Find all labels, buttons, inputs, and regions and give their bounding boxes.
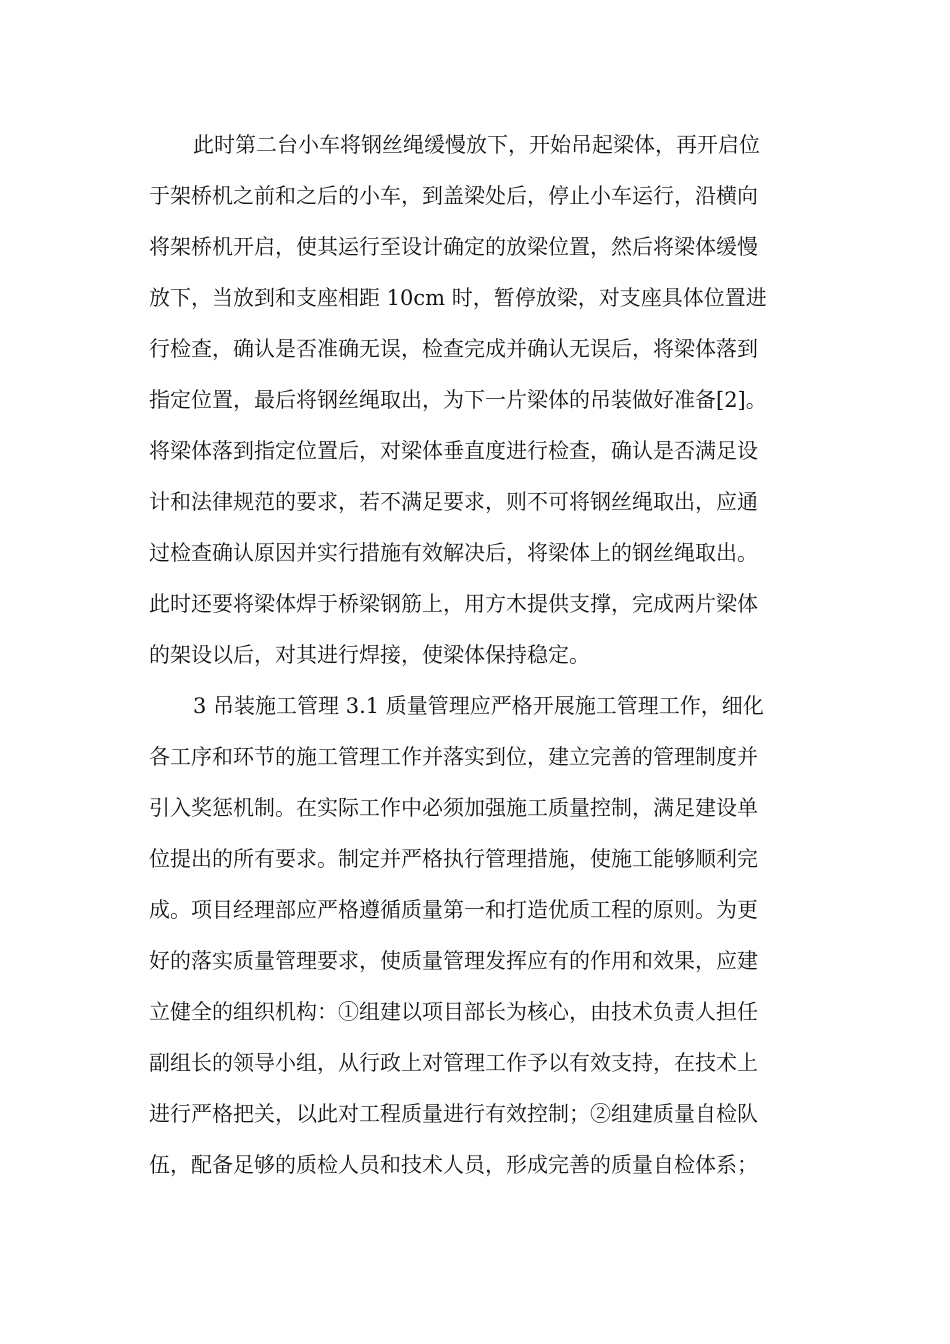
- paragraph-2-line-5: 成。项目经理部应严格遵循质量第一和打造优质工程的原则。为更: [149, 898, 758, 922]
- paragraph-1-line-1: 此时第二台小车将钢丝绳缓慢放下，开始吊起梁体，再开启位: [193, 133, 760, 157]
- body-text: [149, 120, 809, 1191]
- paragraph-1-line-5: 行检查，确认是否准确无误，检查完成并确认无误后，将梁体落到: [149, 337, 758, 361]
- paragraph-1-line-7: 将梁体落到指定位置后，对梁体垂直度进行检查，确认是否满足设: [149, 439, 758, 463]
- paragraph-1-line-10: 此时还要将梁体焊于桥梁钢筋上，用方木提供支撑，完成两片梁体: [149, 592, 758, 616]
- paragraph-2-line-3: 引入奖惩机制。在实际工作中必须加强施工质量控制，满足建设单: [149, 796, 758, 820]
- paragraph-1-line-9: 过检查确认原因并实行措施有效解决后，将梁体上的钢丝绳取出。: [149, 541, 758, 565]
- paragraph-1-line-4: 放下，当放到和支座相距 10cm 时，暂停放梁，对支座具体位置进: [149, 286, 767, 310]
- paragraph-1-line-2: 于架桥机之前和之后的小车，到盖梁处后，停止小车运行，沿横向: [149, 184, 758, 208]
- paragraph-2-line-7: 立健全的组织机构：①组建以项目部长为核心，由技术负责人担任: [149, 1000, 758, 1024]
- paragraph-2-line-10: 伍，配备足够的质检人员和技术人员，形成完善的质量自检体系；: [149, 1153, 758, 1177]
- paragraph-1-line-6: 指定位置，最后将钢丝绳取出，为下一片梁体的吊装做好准备[2]。: [149, 388, 767, 412]
- paragraph-2-line-9: 进行严格把关，以此对工程质量进行有效控制；②组建质量自检队: [149, 1102, 758, 1126]
- paragraph-1-line-3: 将架桥机开启，使其运行至设计确定的放梁位置，然后将梁体缓慢: [149, 235, 758, 259]
- paragraph-2-line-4: 位提出的所有要求。制定并严格执行管理措施，使施工能够顺利完: [149, 847, 758, 871]
- paragraph-1-line-8: 计和法律规范的要求，若不满足要求，则不可将钢丝绳取出，应通: [149, 490, 758, 514]
- paragraph-1-line-11: 的架设以后，对其进行焊接，使梁体保持稳定。: [149, 643, 590, 667]
- paragraph-2-line-1: 3 吊装施工管理 3.1 质量管理应严格开展施工管理工作，细化: [193, 694, 764, 718]
- paragraph-2-line-8: 副组长的领导小组，从行政上对管理工作予以有效支持，在技术上: [149, 1051, 758, 1075]
- paragraph-2-line-2: 各工序和环节的施工管理工作并落实到位，建立完善的管理制度并: [149, 745, 758, 769]
- paragraph-2-line-6: 好的落实质量管理要求，使质量管理发挥应有的作用和效果，应建: [149, 949, 758, 973]
